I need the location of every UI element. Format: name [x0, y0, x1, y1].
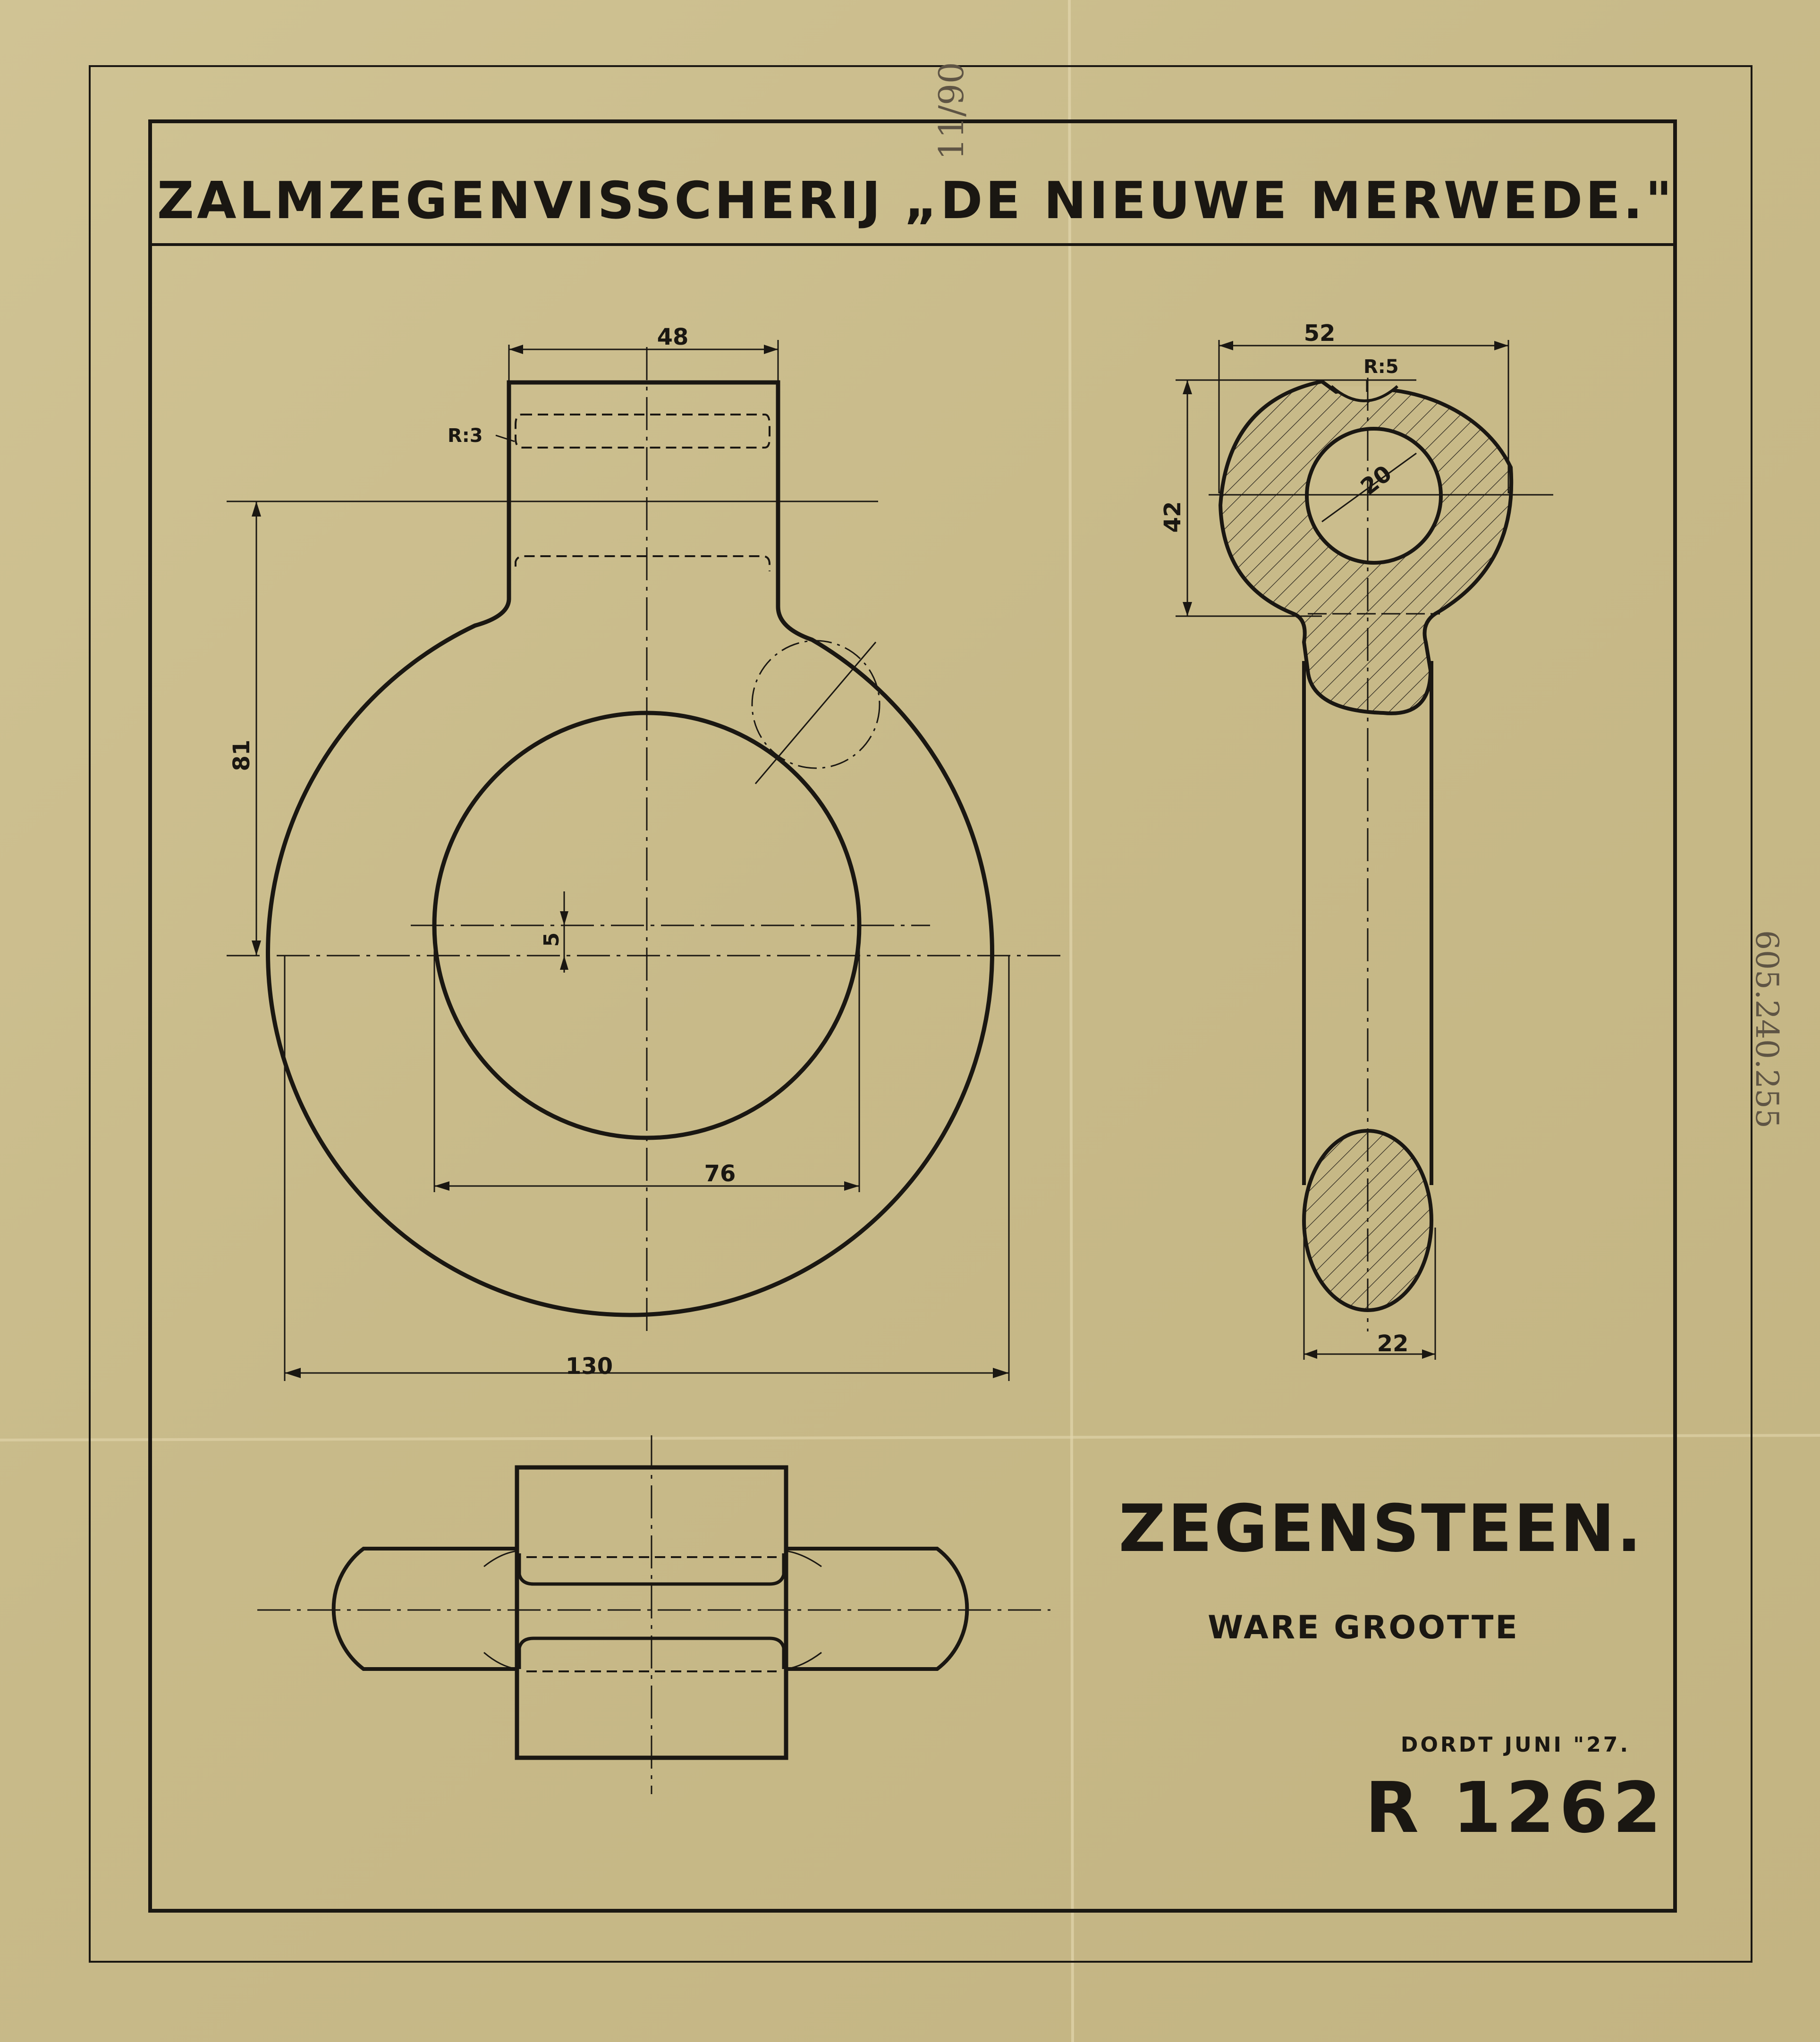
top-view	[257, 1435, 1050, 1794]
pencil-mark-right: 605.240.255	[1749, 930, 1785, 1128]
dim-side-radius: R:5	[1363, 356, 1399, 378]
drawing-number: R 1262	[1365, 1767, 1666, 1848]
dim-front-height: 81	[229, 739, 255, 771]
top-view-right-arm	[786, 1549, 967, 1669]
top-view-left-arm	[334, 1549, 517, 1669]
dim-side-bar: 22	[1377, 1330, 1409, 1357]
front-view-hidden-groove	[516, 556, 770, 571]
place-date: DORDT JUNI "27.	[1400, 1733, 1631, 1757]
outer-border	[90, 66, 1752, 1962]
fold-line-horizontal	[0, 1435, 1820, 1440]
title: ZALMZEGENVISSCHERIJ „DE NIEUWE MERWEDE."	[157, 171, 1675, 230]
front-view	[227, 340, 1065, 1381]
front-view-hidden-slot	[516, 415, 770, 448]
dim-front-inner-diameter: 76	[704, 1161, 736, 1187]
dim-side-hole: 20	[1355, 460, 1397, 501]
dim-front-width-top: 48	[657, 324, 689, 350]
fold-line-vertical	[1069, 0, 1073, 2042]
side-view	[1176, 340, 1553, 1360]
front-view-phantom-line	[755, 642, 876, 784]
dim-side-height: 42	[1160, 501, 1186, 533]
dim-side-width: 52	[1304, 320, 1336, 347]
dim-front-outer-diameter: 130	[565, 1353, 613, 1380]
pencil-mark-top: 11/90	[931, 62, 971, 160]
subject-title: ZEGENSTEEN.	[1118, 1491, 1643, 1567]
front-view-outline	[268, 382, 992, 1315]
dim-front-offset: 5	[540, 932, 564, 947]
scale-note: WARE GROOTTE	[1208, 1609, 1519, 1646]
dim-front-radius: R:3	[448, 425, 483, 447]
